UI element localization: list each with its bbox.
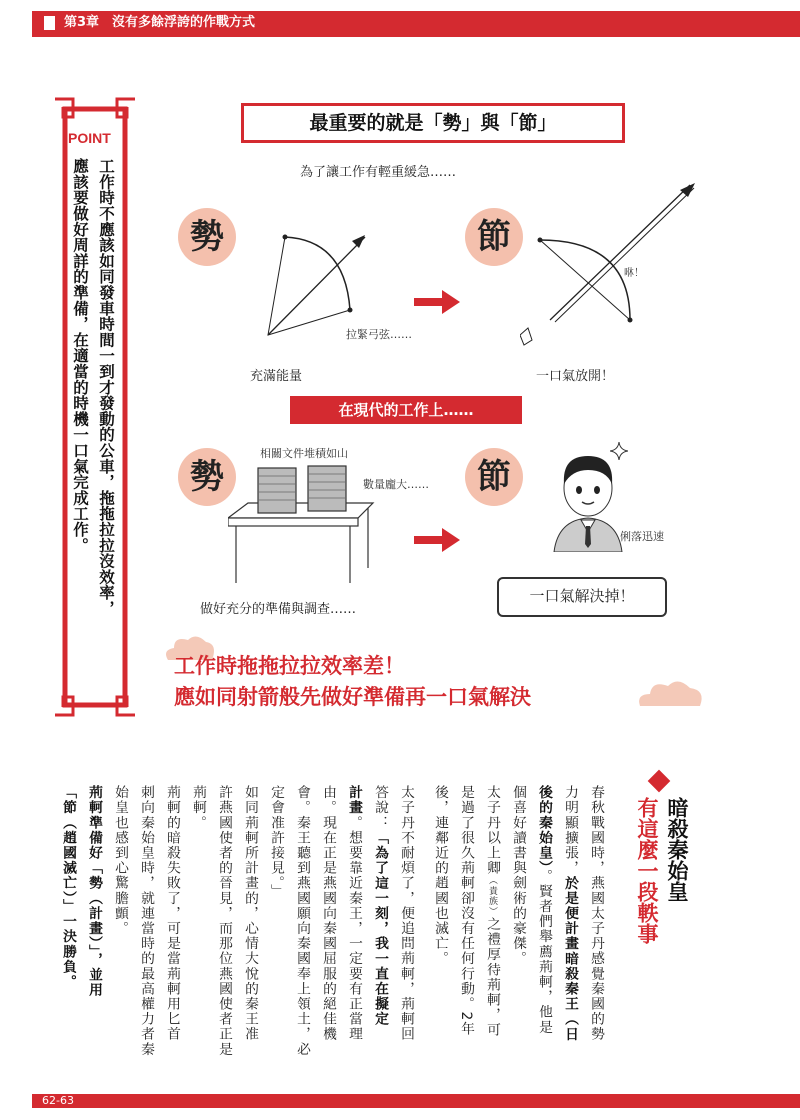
article-column: 個喜好讀書與劍術的豪傑。 bbox=[510, 785, 526, 967]
chapter-title: 第3章 沒有多餘浮誇的作戰方式 bbox=[64, 15, 256, 30]
jie-badge-modern: 節 bbox=[465, 448, 523, 506]
quick-label: 俐落迅速 bbox=[620, 530, 664, 543]
article-title-2: 有這麼一段軼事 bbox=[635, 797, 659, 944]
point-text-line-2: 應該要做好周詳的準備，在適當的時機一口氣完成工作。 bbox=[71, 158, 89, 553]
point-frame bbox=[53, 97, 137, 717]
headline-line-2: 應如同射箭般先做好準備再一口氣解決 bbox=[174, 685, 531, 709]
jie-badge: 節 bbox=[465, 208, 523, 266]
diagram-title: 最重要的就是「勢」與「節」 bbox=[241, 103, 625, 143]
footer-bar bbox=[32, 1094, 800, 1108]
article-column: 答說：「為了這一刻，我一直在擬定 bbox=[372, 785, 388, 1027]
many-label: 數量龐大…… bbox=[363, 478, 429, 491]
article-column: 春秋戰國時，燕國太子丹感覺秦國的勢 bbox=[588, 785, 604, 1042]
article-title-1: 暗殺秦始皇 bbox=[665, 797, 689, 902]
article-column: 荊軻。 bbox=[190, 785, 206, 831]
article-column: 定會准許接見。」 bbox=[268, 785, 284, 899]
article-column: 如同荊軻所計畫的，心情大悅的秦王准 bbox=[242, 785, 258, 1042]
prep-label: 做好充分的準備與調查…… bbox=[200, 602, 357, 617]
right-arrow-icon-2 bbox=[414, 528, 462, 552]
article-column: 許燕國使者的晉見，而那位燕國使者正是 bbox=[216, 785, 232, 1057]
modern-banner: 在現代的工作上…… bbox=[290, 396, 522, 424]
released-bow-icon bbox=[520, 180, 700, 350]
shi-badge-modern: 勢 bbox=[178, 448, 236, 506]
release-label: 一口氣放開！ bbox=[536, 369, 615, 384]
article-column-conclusion: 「節（趙國滅亡）」一決勝負。 bbox=[60, 785, 76, 990]
article-column: 荊軻的暗殺失敗了，可是當荊軻用匕首 bbox=[164, 785, 180, 1042]
sparkle-icon bbox=[610, 442, 628, 460]
article-column: 計畫。想要靠近秦王，一定要有正當理 bbox=[346, 785, 362, 1042]
article-column: 由。現在正是燕國向秦國屈服的絕佳機 bbox=[320, 785, 336, 1042]
article-column: 太子丹不耐煩了，便追問荊軻，荊軻回 bbox=[398, 785, 414, 1042]
cloud-decoration-icon-2 bbox=[636, 676, 706, 712]
article-column: 刺向秦始皇時，就連當時的最高權力者秦 bbox=[138, 785, 154, 1057]
article-column: 始皇也感到心驚膽顫。 bbox=[112, 785, 128, 936]
header-square-icon bbox=[44, 16, 55, 30]
article-column: 是過了很久荊軻卻沒有任何行動。2年 bbox=[458, 785, 474, 1037]
pull-label: 拉緊弓弦…… bbox=[346, 328, 412, 341]
point-label: POINT bbox=[68, 130, 111, 146]
article-column: 會。秦王聽到燕國願向秦國奉上領土，必 bbox=[294, 785, 310, 1057]
headline-line-1: 工作時拖拖拉拉效率差！ bbox=[174, 654, 405, 678]
article-column: 太子丹以上卿（貴族）之禮厚待荊軻，可 bbox=[484, 785, 500, 1038]
page-number: 62-63 bbox=[42, 1094, 74, 1107]
speech-bubble: 一口氣解決掉！ bbox=[497, 577, 667, 617]
diagram-caption: 為了讓工作有輕重緩急…… bbox=[300, 165, 457, 180]
diamond-bullet-icon bbox=[648, 770, 671, 793]
right-arrow-icon bbox=[414, 290, 462, 314]
article-column: 力明顯擴張，於是便計畫暗殺秦王（日 bbox=[562, 785, 578, 1042]
point-text-line-1: 工作時不應該如同發車時間一到才發動的公車，拖拖拉拉沒效率， bbox=[97, 158, 115, 617]
docs-label: 相關文件堆積如山 bbox=[260, 447, 348, 460]
full-energy-label: 充滿能量 bbox=[250, 369, 303, 384]
shi-badge: 勢 bbox=[178, 208, 236, 266]
article-column: 後，連鄰近的趙國也滅亡。 bbox=[432, 785, 448, 967]
article-column: 後的秦始皇）。賢者們舉薦荊軻，他是 bbox=[536, 785, 552, 1035]
article-column-conclusion: 荊軻準備好「勢（計畫）」，並用 bbox=[86, 785, 102, 998]
desk-documents-icon bbox=[228, 458, 378, 588]
whoosh-label: 咻！ bbox=[624, 268, 644, 279]
